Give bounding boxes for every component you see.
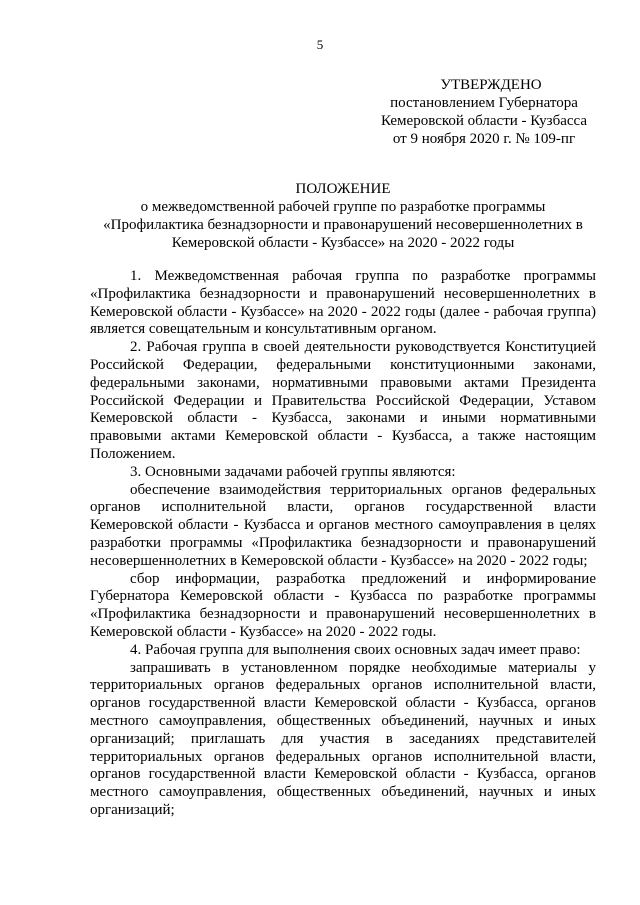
paragraph-3-item-2: сбор информации, разработка предложений и информирование Губернатора Кемеровской области - Кузбасса по разработке программы «Профилактика безнадзорности и правонарушений несовершеннолетних в Кемеровской области - Кузбассе» на 2020 - 2022 годы. [90, 570, 596, 640]
approval-line-3: от 9 ноября 2020 г. № 109-пг [392, 131, 576, 147]
document-subtitle: о межведомственной рабочей группе по разработке программы «Профилактика безнадзорности и правонарушений несовершеннолетних в Кемеровской области - Кузбассе» на 2020 - 2022 годы [103, 199, 583, 251]
page-number: 5 [316, 37, 324, 52]
approval-block [372, 76, 596, 148]
approval-heading: УТВЕРЖДЕНО [440, 77, 542, 93]
paragraph-4-item-1: запрашивать в установленном порядке необходимые материалы у территориальных органов федеральных органов исполнительной власти, органов государственной власти Кемеровской области - Кузбасса, органов местного самоуправления, общественных объединений, научных и иных организаций; приглашать для участия в заседаниях представителей территориальных органов федеральных органов исполнительной власти, органов государственной власти Кемеровской области - Кузбасса, органов местного самоуправления, общественных объединений, научных и иных организаций; [90, 659, 596, 818]
approval-line-1: постановлением Губернатора [390, 95, 578, 111]
document-title: ПОЛОЖЕНИЕ [295, 181, 391, 197]
paragraph-2: 2. Рабочая группа в своей деятельности руководствуется Конституцией Российской Федерации, федеральными конституционными законами, федеральными законами, нормативными правовыми актами Президента Российской Федерации и Правительства Российской Федерации, Уставом Кемеровской области - Кузбасса, законами и иными нормативными правовыми актами Кемеровской области - Кузбасса, а также настоящим Положением. [90, 339, 596, 462]
paragraph-3: 3. Основными задачами рабочей группы являются: [130, 463, 456, 480]
paragraph-1: 1. Межведомственная рабочая группа по разработке программы «Профилактика безнадзорности и правонарушений несовершеннолетних в Кемеровской области - Кузбассе» на 2020 - 2022 годы (далее - рабочая группа) является совещательным и консультативным органом. [90, 268, 596, 338]
document-body [90, 268, 596, 820]
paragraph-3-item-1: обеспечение взаимодействия территориальных органов федеральных органов исполнительной власти, органов государственной власти Кемеровской области - Кузбасса и органов местного самоуправления в целях разработки программы «Профилактика безнадзорности и правонарушений несовершеннолетних в Кемеровской области - Кузбассе» на 2020 - 2022 годы; [90, 481, 596, 569]
paragraph-4: 4. Рабочая группа для выполнения своих основных задач имеет право: [130, 641, 581, 658]
document-title-block [90, 180, 596, 252]
approval-line-2: Кемеровской области - Кузбасса [380, 113, 588, 129]
